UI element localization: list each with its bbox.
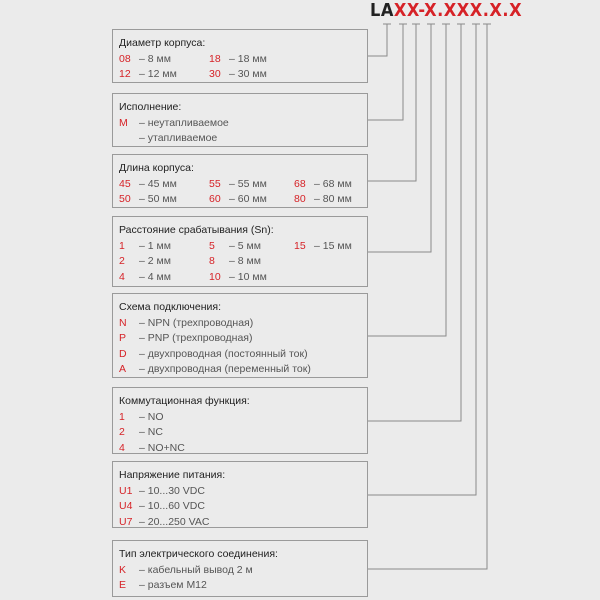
legend-item bbox=[119, 131, 217, 147]
connector-line bbox=[368, 24, 416, 181]
legend-item-text: – 5 мм bbox=[229, 239, 261, 252]
model-code-segment: . bbox=[482, 0, 490, 21]
legend-item-code: M bbox=[119, 116, 128, 129]
legend-box-title: Коммутационная функция: bbox=[119, 395, 250, 407]
legend-item bbox=[209, 254, 261, 270]
legend-box bbox=[112, 387, 368, 454]
legend-item-text: – 10...60 VDC bbox=[139, 500, 205, 512]
connector-line bbox=[368, 24, 387, 56]
connector-line bbox=[368, 24, 403, 120]
legend-item-text: – 55 мм bbox=[229, 177, 267, 190]
legend-item-code: 80 bbox=[294, 193, 306, 205]
legend-item-text: – NPN (трехпроводная) bbox=[139, 316, 254, 329]
legend-row bbox=[119, 515, 367, 531]
legend-row bbox=[119, 362, 367, 378]
legend-item-text: – утапливаемое bbox=[139, 132, 218, 144]
connector-line bbox=[368, 24, 487, 569]
legend-item-text: – 20...250 VAC bbox=[139, 515, 210, 528]
legend-item-code: 68 bbox=[294, 177, 306, 190]
legend-row bbox=[119, 270, 367, 286]
legend-item bbox=[209, 177, 267, 193]
legend-item-text: – 60 мм bbox=[229, 193, 267, 205]
model-code-segment: X bbox=[424, 0, 438, 21]
legend-box bbox=[112, 216, 368, 287]
legend-item bbox=[119, 499, 205, 515]
legend-item-code: 12 bbox=[119, 68, 131, 80]
legend-item-code: 4 bbox=[119, 270, 125, 283]
legend-box-title: Длина корпуса: bbox=[119, 162, 194, 174]
legend-item-text: – двухпроводная (переменный ток) bbox=[139, 363, 311, 375]
legend-row bbox=[119, 499, 367, 515]
model-code-segment: XXX bbox=[443, 0, 483, 21]
legend-item bbox=[119, 515, 209, 531]
legend-item bbox=[209, 192, 267, 208]
legend-item bbox=[119, 316, 253, 332]
legend-item-code: P bbox=[119, 332, 127, 344]
legend-item-text: – NC bbox=[139, 426, 163, 438]
legend-item bbox=[119, 563, 253, 579]
legend-item-code: 08 bbox=[119, 52, 131, 65]
connector-line bbox=[368, 24, 431, 252]
legend-row bbox=[119, 425, 367, 441]
legend-item bbox=[119, 239, 171, 255]
legend-item-code: U4 bbox=[119, 500, 133, 512]
legend-item bbox=[119, 362, 311, 378]
legend-item-text: – 4 мм bbox=[139, 270, 171, 283]
legend-item-text: – кабельный вывод 2 м bbox=[139, 563, 253, 576]
legend-row bbox=[119, 177, 367, 193]
connector-line bbox=[368, 24, 476, 495]
legend-item-code: U1 bbox=[119, 484, 133, 497]
legend-item-text: – PNP (трехпроводная) bbox=[139, 332, 253, 344]
legend-item-text: – 2 мм bbox=[139, 255, 171, 267]
legend-item-text: – 45 мм bbox=[139, 177, 177, 190]
model-code-segment: X bbox=[509, 0, 523, 21]
legend-row bbox=[119, 316, 367, 332]
legend-box bbox=[112, 154, 368, 208]
legend-item-code: 55 bbox=[209, 177, 221, 190]
legend-item-code: U7 bbox=[119, 515, 133, 528]
legend-item-text: – 50 мм bbox=[139, 193, 177, 205]
legend-item bbox=[294, 192, 352, 208]
legend-item-code: 4 bbox=[119, 441, 125, 454]
legend-item bbox=[119, 425, 163, 441]
legend-item bbox=[119, 254, 171, 270]
legend-item-code: 45 bbox=[119, 177, 131, 190]
legend-item-text: – неутапливаемое bbox=[139, 116, 229, 129]
legend-item-code: 50 bbox=[119, 193, 131, 205]
legend-item-text: – 68 мм bbox=[314, 177, 352, 190]
legend-item-code: 5 bbox=[209, 239, 215, 252]
legend-row bbox=[119, 578, 367, 594]
legend-item-text: – 10...30 VDC bbox=[139, 484, 205, 497]
legend-item-text: – 30 мм bbox=[229, 68, 267, 80]
legend-item bbox=[294, 239, 352, 255]
legend-row bbox=[119, 239, 367, 255]
legend-item-text: – 10 мм bbox=[229, 270, 267, 283]
legend-item-code: 2 bbox=[119, 426, 125, 438]
connector-line bbox=[368, 24, 461, 421]
legend-item bbox=[119, 410, 164, 426]
connector-line bbox=[368, 24, 446, 336]
legend-item bbox=[209, 270, 267, 286]
legend-item bbox=[209, 67, 267, 83]
model-code-segment: . bbox=[502, 0, 510, 21]
legend-item bbox=[119, 116, 229, 132]
legend-row bbox=[119, 347, 367, 363]
legend-item-code: A bbox=[119, 363, 127, 375]
model-code-segment: XX bbox=[393, 0, 419, 21]
legend-item-text: – 15 мм bbox=[314, 239, 352, 252]
legend-item bbox=[209, 52, 267, 68]
legend-item-text: – NO bbox=[139, 410, 164, 423]
legend-item-code: N bbox=[119, 316, 127, 329]
legend-item-code: 60 bbox=[209, 193, 221, 205]
legend-row bbox=[119, 67, 367, 83]
legend-item bbox=[119, 52, 171, 68]
legend-item bbox=[209, 239, 261, 255]
legend-row bbox=[119, 192, 367, 208]
legend-row bbox=[119, 563, 367, 579]
legend-box-title: Тип электрического соединения: bbox=[119, 548, 278, 560]
legend-row bbox=[119, 331, 367, 347]
legend-item bbox=[119, 441, 185, 457]
legend-box-title: Исполнение: bbox=[119, 101, 182, 113]
legend-item bbox=[119, 331, 252, 347]
legend-box bbox=[112, 461, 368, 528]
legend-item-code: E bbox=[119, 579, 127, 591]
legend-item-code: 1 bbox=[119, 410, 125, 423]
legend-box-title: Схема подключения: bbox=[119, 301, 222, 313]
legend-item-text: – 8 мм bbox=[229, 255, 261, 267]
legend-item-code: 18 bbox=[209, 52, 221, 65]
legend-item bbox=[119, 578, 207, 594]
legend-item bbox=[119, 347, 308, 363]
legend-box bbox=[112, 93, 368, 147]
legend-item-text: – 18 мм bbox=[229, 52, 267, 65]
legend-item-code: 2 bbox=[119, 255, 125, 267]
legend-row bbox=[119, 484, 367, 500]
legend-item-code: 1 bbox=[119, 239, 125, 252]
legend-item-code: D bbox=[119, 347, 127, 360]
legend-item bbox=[119, 192, 177, 208]
legend-box bbox=[112, 293, 368, 378]
legend-item-text: – NO+NC bbox=[139, 441, 185, 454]
legend-row bbox=[119, 254, 367, 270]
legend-item-text: – 8 мм bbox=[139, 52, 171, 65]
legend-item bbox=[119, 484, 205, 500]
legend-row bbox=[119, 131, 367, 147]
legend-row bbox=[119, 441, 367, 457]
model-code-prefix: LA bbox=[370, 0, 394, 21]
legend-item-text: – 1 мм bbox=[139, 239, 171, 252]
model-code-segment: - bbox=[418, 0, 425, 21]
legend-item bbox=[294, 254, 314, 270]
legend-box bbox=[112, 540, 368, 597]
legend-item-code: 30 bbox=[209, 68, 221, 80]
legend-item-code: 8 bbox=[209, 255, 215, 267]
legend-item-code: K bbox=[119, 563, 127, 576]
legend-item-text: – разъем M12 bbox=[139, 579, 207, 591]
legend-item-code: 10 bbox=[209, 270, 221, 283]
legend-item-code: 15 bbox=[294, 239, 306, 252]
legend-box bbox=[112, 29, 368, 83]
legend-row bbox=[119, 52, 367, 68]
legend-item-text: – двухпроводная (постоянный ток) bbox=[139, 347, 308, 360]
legend-item bbox=[119, 270, 171, 286]
legend-row bbox=[119, 410, 367, 426]
legend-box-title: Напряжение питания: bbox=[119, 469, 226, 481]
legend-item bbox=[119, 177, 177, 193]
legend-item-text: – 12 мм bbox=[139, 68, 177, 80]
model-code-segment: . bbox=[437, 0, 444, 21]
legend-item-text: – 80 мм bbox=[314, 193, 352, 205]
legend-item bbox=[119, 67, 177, 83]
legend-row bbox=[119, 116, 367, 132]
model-code-segment: X bbox=[489, 0, 503, 21]
legend-box-title: Расстояние срабатывания (Sn): bbox=[119, 224, 274, 236]
legend-box-title: Диаметр корпуса: bbox=[119, 37, 206, 49]
legend-item bbox=[294, 177, 352, 193]
